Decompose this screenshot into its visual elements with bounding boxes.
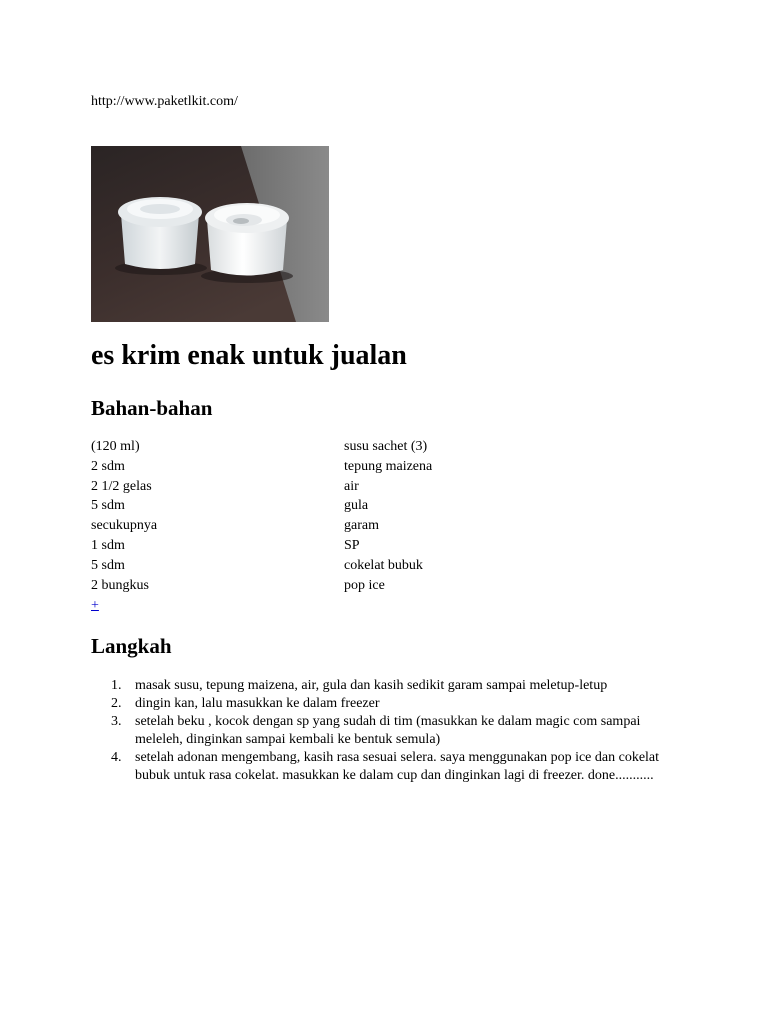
step-item [91, 695, 681, 713]
ingredient-row [91, 558, 432, 578]
ingredient-name: SP [344, 537, 360, 553]
ingredient-quantity: 2 sdm [91, 458, 125, 474]
ingredient-name: cokelat bubuk [344, 557, 423, 573]
ingredient-row [91, 578, 432, 598]
step-number: 2. [111, 696, 122, 711]
step-text: setelah beku , kocok dengan sp yang sudah di tim (masukkan ke dalam magic com sampai meleleh, dinginkan sampai kembali ke bentuk semula) [135, 714, 641, 747]
step-text: masak susu, tepung maizena, air, gula dan kasih sedikit garam sampai meletup-letup [135, 678, 608, 693]
ingredient-name: garam [344, 518, 379, 534]
ingredient-name: tepung maizena [344, 458, 433, 474]
step-text: setelah adonan mengembang, kasih rasa sesuai selera. saya menggunakan pop ice dan cokelat bubuk untuk rasa cokelat. masukkan ke dalam cup dan dinginkan lagi di freezer. done........... [135, 750, 660, 783]
ingredient-quantity: 2 bungkus [91, 577, 149, 593]
step-item [91, 677, 681, 695]
step-number: 1. [111, 678, 122, 693]
ingredient-name: air [344, 478, 359, 494]
step-text: dingin kan, lalu masukkan ke dalam freezer [135, 696, 380, 711]
ingredient-name: gula [344, 498, 369, 514]
step-number: 4. [111, 750, 122, 765]
ice-cream-cups-photo [91, 146, 329, 322]
ingredients-heading: Bahan-bahan [91, 396, 213, 420]
ingredients-table [91, 439, 432, 597]
ingredient-row [91, 518, 432, 538]
ingredient-row [91, 498, 432, 518]
ingredient-row [91, 479, 432, 499]
steps-heading: Langkah [91, 634, 172, 658]
source-url[interactable]: http://www.paketlkit.com/ [91, 94, 238, 109]
ingredient-quantity: secukupnya [91, 518, 158, 534]
ingredient-quantity: 1 sdm [91, 537, 125, 553]
step-item [91, 749, 681, 785]
step-item [91, 713, 681, 749]
ingredient-quantity: 5 sdm [91, 498, 125, 514]
ingredient-name: susu sachet (3) [344, 439, 428, 454]
ingredient-row [91, 538, 432, 558]
ingredient-name: pop ice [344, 577, 385, 593]
ingredient-quantity: 2 1/2 gelas [91, 478, 152, 494]
step-number: 3. [111, 714, 122, 729]
ingredient-row [91, 439, 432, 459]
steps-list [91, 677, 681, 785]
expand-link[interactable]: + [91, 598, 99, 613]
recipe-title: es krim enak untuk jualan [91, 340, 407, 371]
ingredient-quantity: (120 ml) [91, 439, 140, 454]
ingredient-row [91, 459, 432, 479]
ingredient-quantity: 5 sdm [91, 557, 125, 573]
